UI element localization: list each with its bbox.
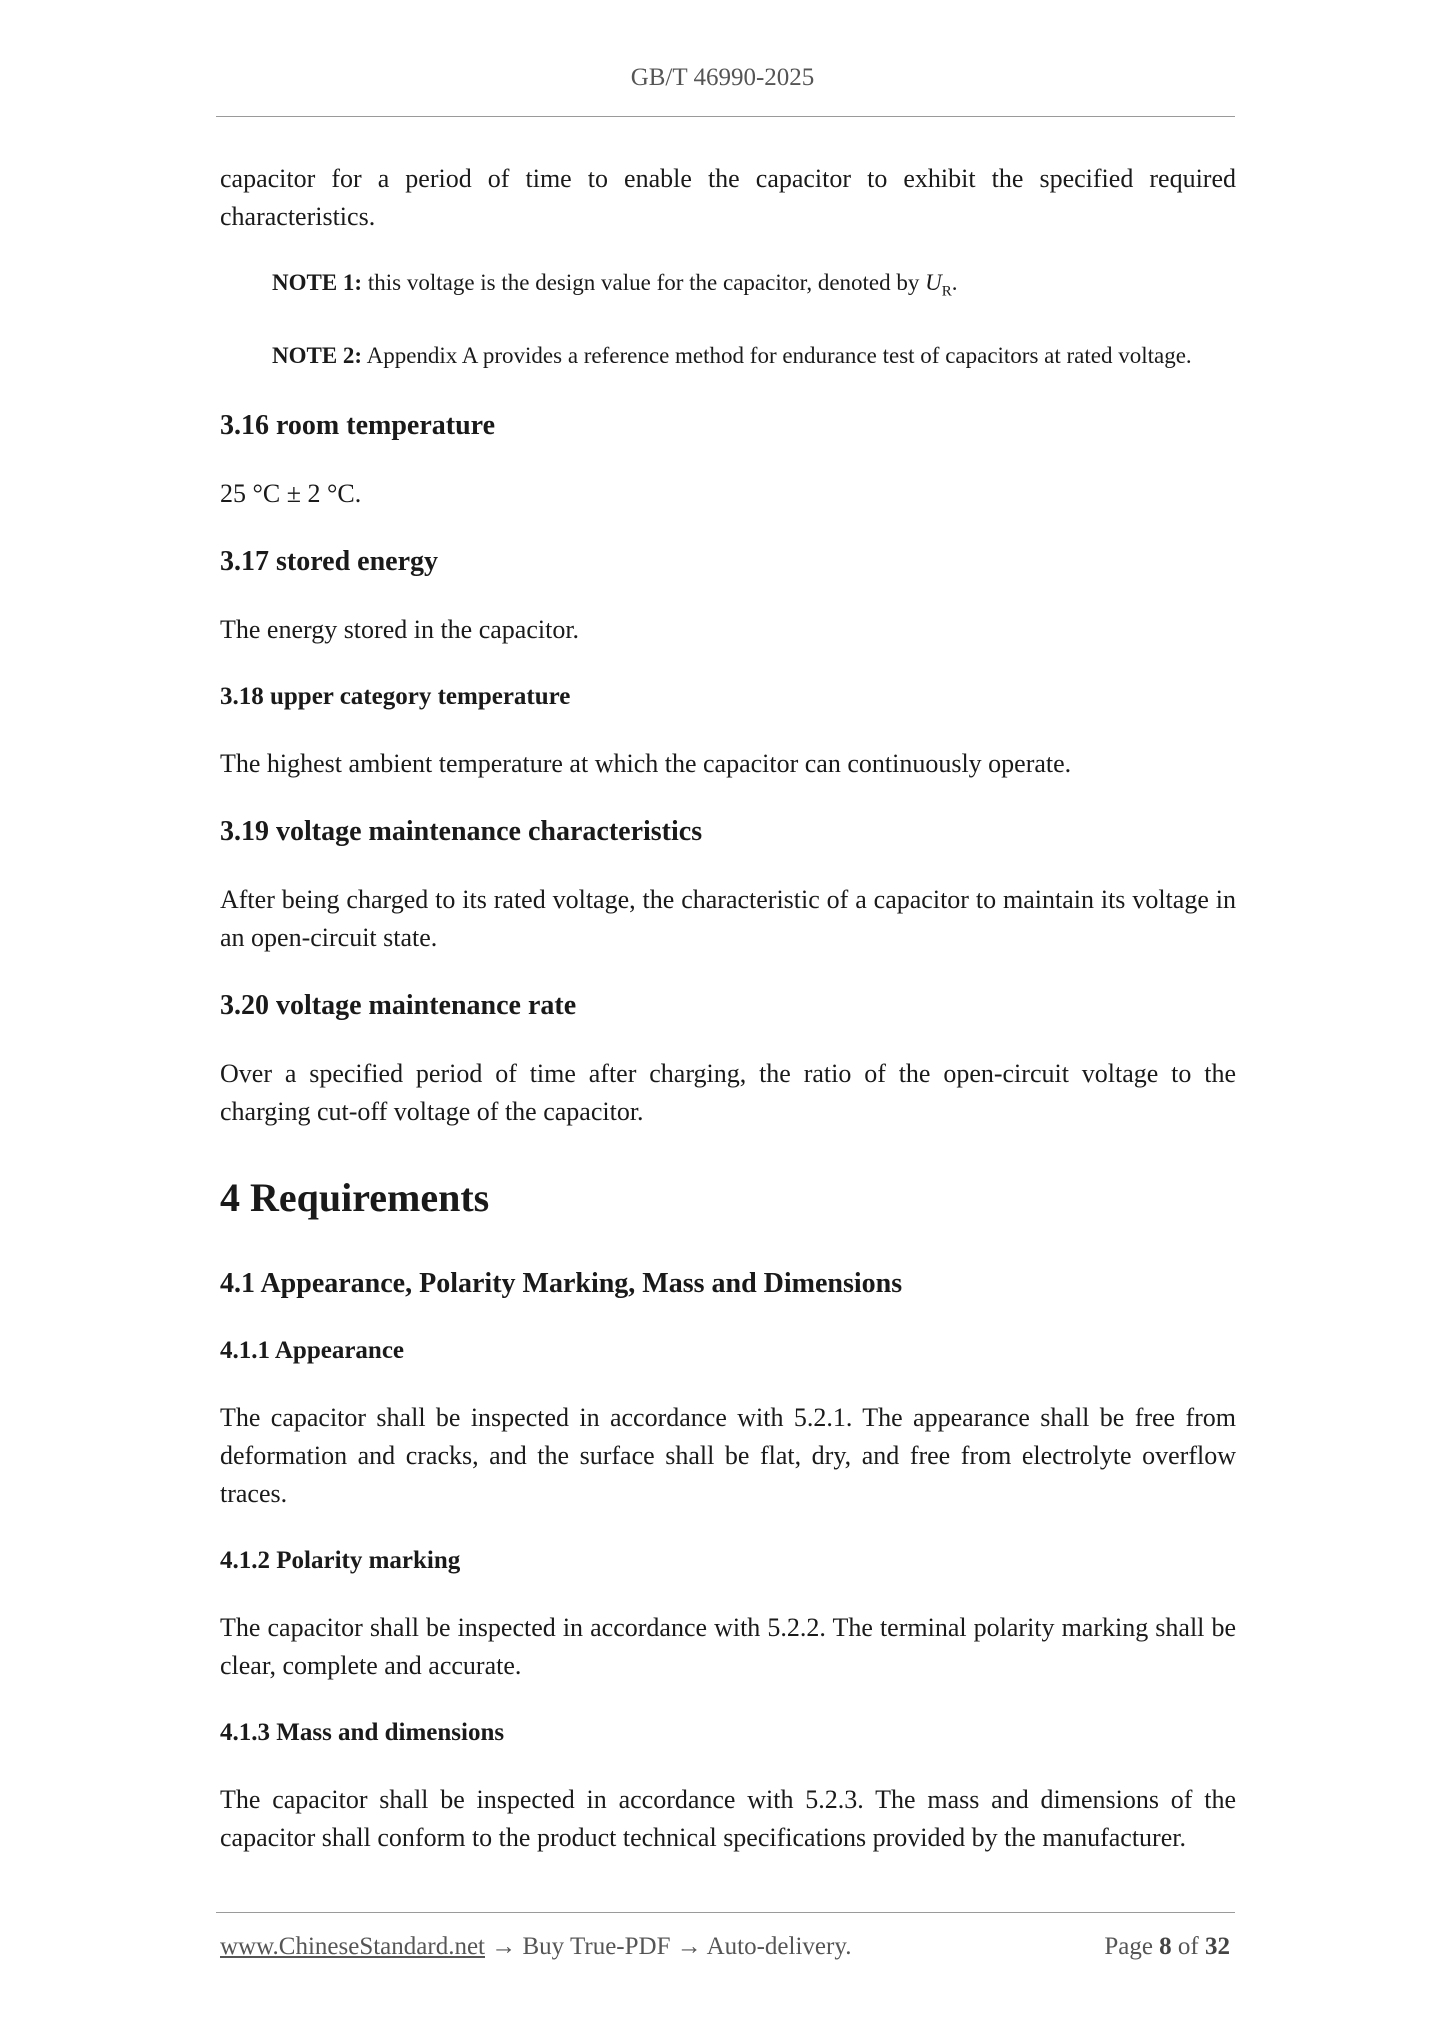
continued-paragraph: capacitor for a period of time to enable the capacitor to exhibit the specified required characteristics.: [220, 164, 1236, 231]
text-3-20: Over a specified period of time after charging, the ratio of the open-circuit voltage to the charging cut-off voltage of the capacitor.: [220, 1058, 1236, 1126]
note-1-label: NOTE 1:: [272, 270, 363, 295]
heading-4-1-3: 4.1.3 Mass and dimensions: [220, 1718, 505, 1746]
heading-3-18: 3.18 upper category temperature: [220, 682, 571, 710]
running-header: GB/T 46990-2025: [630, 64, 815, 91]
note-1-subscript: R: [941, 283, 952, 300]
heading-4-1-2: 4.1.2 Polarity marking: [220, 1546, 461, 1574]
page-current: 8: [1159, 1933, 1172, 1960]
text-4-1-3: The capacitor shall be inspected in accordance with 5.2.3. The mass and dimensions of the capacitor shall conform to the product technical specifications provided by the manufacturer.: [220, 1784, 1236, 1852]
heading-3-17: 3.17 stored energy: [220, 545, 438, 577]
buy-true-pdf-link[interactable]: Buy True-PDF: [522, 1933, 671, 1960]
text-4-1-2: The capacitor shall be inspected in accordance with 5.2.2. The terminal polarity marking shall be clear, complete and accurate.: [220, 1612, 1236, 1680]
auto-delivery-text: Auto-delivery.: [706, 1933, 852, 1960]
of-label: of: [1177, 1933, 1199, 1960]
note-2-label: NOTE 2:: [272, 342, 363, 368]
page-footer: [220, 1933, 1230, 1961]
note-1-symbol: U: [925, 270, 942, 295]
page-body: [220, 160, 1236, 1857]
note-2-text: Appendix A provides a reference method for endurance test of capacitors at rated voltage.: [366, 342, 1192, 368]
text-3-17: The energy stored in the capacitor.: [220, 614, 580, 644]
arrow-right-icon: →: [676, 1933, 702, 1960]
page-total: 32: [1205, 1933, 1230, 1960]
note-1: [272, 266, 1236, 309]
text-3-19: After being charged to its rated voltage, the characteristic of a capacitor to maintain its voltage in an open-circuit state.: [220, 884, 1236, 952]
heading-4-1-1: 4.1.1 Appearance: [220, 1336, 405, 1364]
note-1-end: .: [951, 270, 958, 295]
heading-3-20: 3.20 voltage maintenance rate: [220, 989, 577, 1021]
text-3-18: The highest ambient temperature at which the capacitor can continuously operate.: [220, 748, 1072, 778]
text-4-1-1: The capacitor shall be inspected in accordance with 5.2.1. The appearance shall be free from deformation and cracks, and the surface shall be flat, dry, and free from electrolyte overflow traces.: [220, 1402, 1236, 1508]
heading-3-16: 3.16 room temperature: [220, 409, 495, 441]
header-rule: [216, 116, 1235, 117]
note-1-text: this voltage is the design value for the capacitor, denoted by: [367, 270, 920, 295]
heading-3-19: 3.19 voltage maintenance characteristics: [220, 815, 703, 847]
note-2: [272, 339, 1236, 373]
site-link[interactable]: www.ChineseStandard.net: [220, 1933, 485, 1960]
arrow-right-icon: →: [491, 1933, 517, 1960]
page-label: Page: [1104, 1933, 1153, 1960]
footer-rule: [216, 1912, 1235, 1913]
page-number: [1104, 1933, 1230, 1961]
heading-4: 4 Requirements: [220, 1174, 490, 1220]
heading-4-1: 4.1 Appearance, Polarity Marking, Mass and Dimensions: [220, 1267, 903, 1299]
text-3-16: 25 °C ± 2 °C.: [220, 478, 362, 508]
